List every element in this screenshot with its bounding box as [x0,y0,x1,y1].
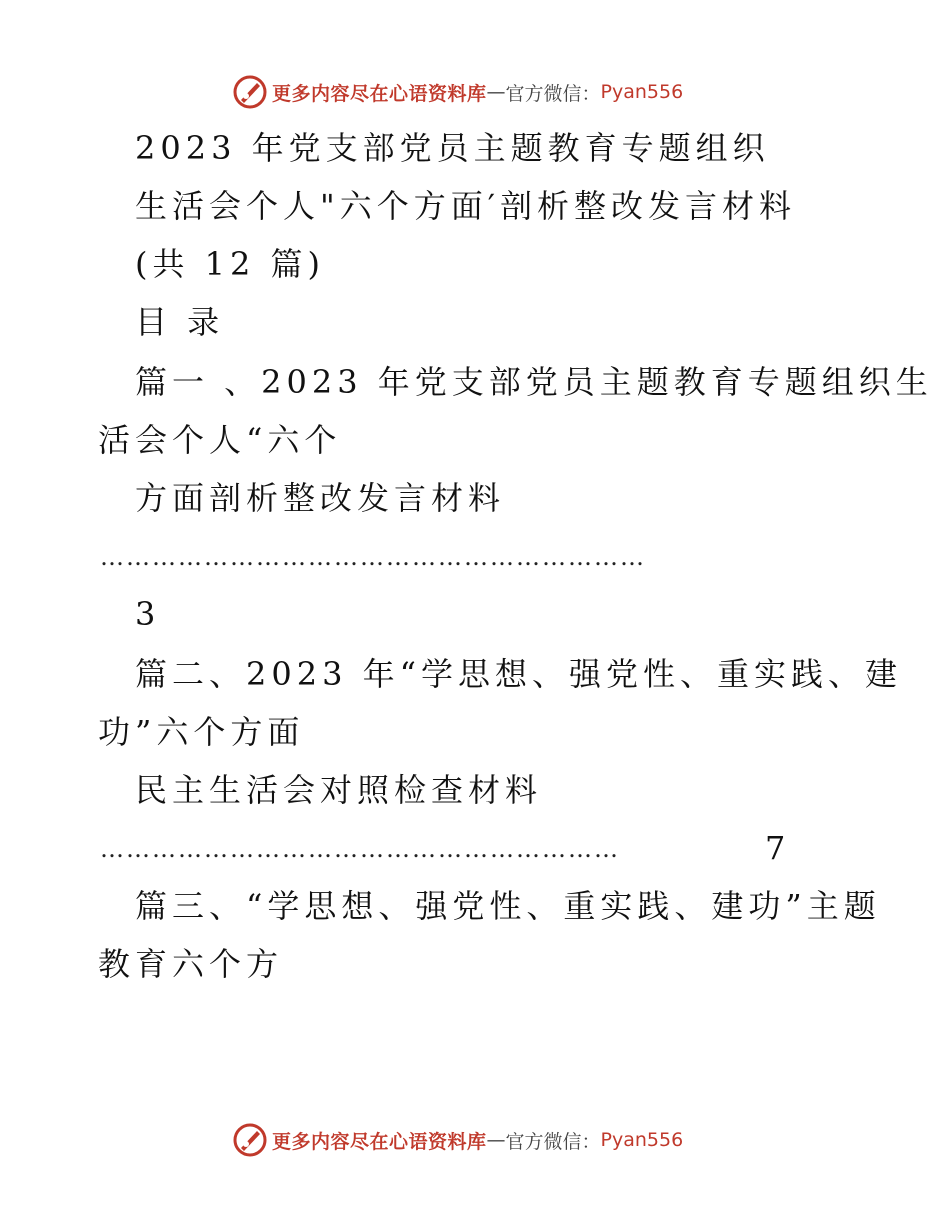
banner-text: 更多内容尽在心语资料库 [272,82,487,105]
doc-title-line2: 生活会个人"六个方面′剖析整改发言材料 [135,187,796,225]
toc-heading: 目 录 [135,303,225,341]
banner-wechat-label: 官方微信： [505,1130,601,1153]
banner-wechat-id: Pyan556 [600,1129,684,1151]
toc-entry-3-line2: 教育六个方 [98,945,284,983]
banner-wechat-id: Pyan556 [600,81,684,103]
banner-wechat-label: 官方微信： [505,82,601,105]
pen-logo-icon [232,1122,268,1158]
toc-entry-2-line2: 功”六个方面 [98,713,305,751]
banner-separator: — [486,1129,506,1151]
toc-entry-2-leader: …………………………………………………… [100,835,620,863]
pen-logo-icon [232,74,268,110]
toc-entry-1-line1: 篇一 、2023 年党支部党员主题教育专题组织生 [135,363,933,401]
toc-entry-1-line3: 方面剖析整改发言材料 [135,479,506,517]
toc-entry-1-line2: 活会个人“六个 [98,421,342,459]
toc-entry-1-page: 3 [135,595,161,633]
banner-text: 更多内容尽在心语资料库 [272,1130,487,1153]
footer-banner [232,1120,683,1160]
header-banner [232,72,683,112]
banner-separator: — [486,81,506,103]
toc-entry-2-line3: 民主生活会对照检查材料 [135,771,543,809]
toc-entry-2-line1: 篇二、2023 年“学思想、强党性、重实践、建 [135,655,902,693]
doc-title-line1: 2023 年党支部党员主题教育专题组织 [135,129,770,167]
toc-entry-1-leader: ……………………………………………………… [100,543,646,571]
toc-entry-2-page: 7 [765,829,791,867]
toc-entry-3-line1: 篇三、“学思想、强党性、重实践、建功”主题 [135,887,881,925]
doc-count: (共 12 篇) [135,245,326,283]
